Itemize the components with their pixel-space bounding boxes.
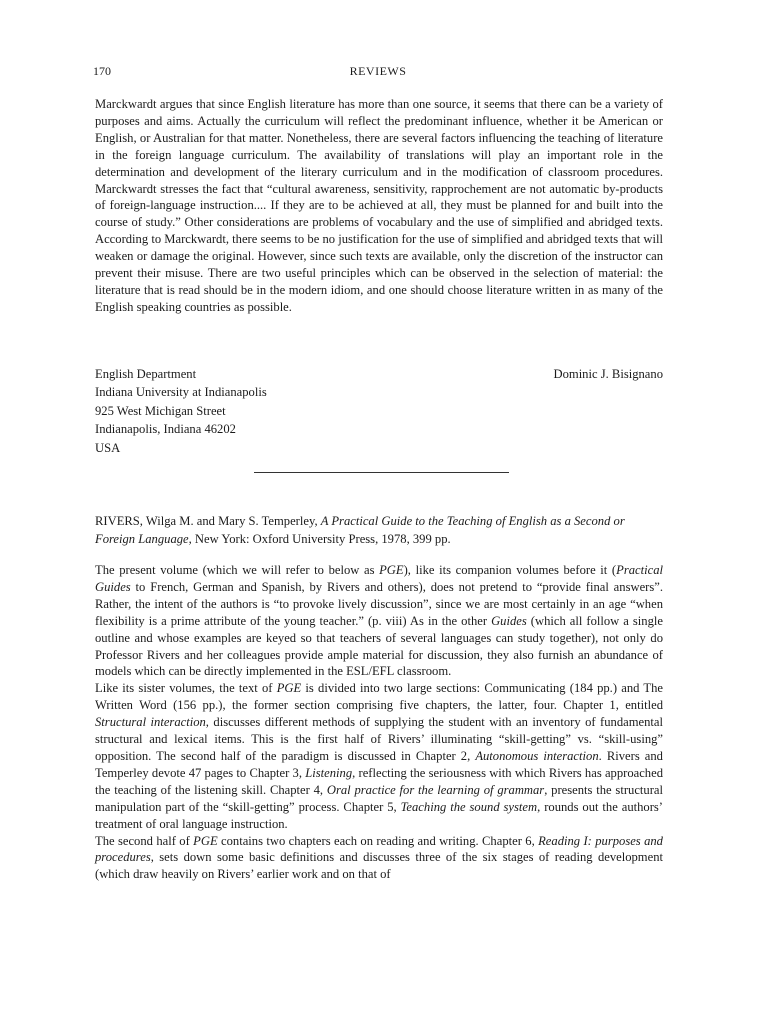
text-run: , presents the structural manipulation part of the “skill-getting” process. Chapter 5, bbox=[95, 782, 663, 814]
text-run: , rounds out the authors’ treatment of oral language instruction. bbox=[95, 799, 663, 831]
reviewer-address bbox=[95, 365, 267, 457]
text-run: The second half of bbox=[95, 833, 194, 848]
address-line: 925 West Michigan Street bbox=[95, 403, 226, 418]
section-divider bbox=[254, 472, 509, 473]
running-title: REVIEWS bbox=[349, 64, 407, 78]
text-run: contains two chapters each on reading and writing. Chapter 6, bbox=[217, 833, 539, 848]
review-paragraph bbox=[95, 833, 663, 884]
text-run: , reflecting the seriousness with which Rivers has approached the teaching of the listening skill. Chapter 4, bbox=[95, 765, 663, 797]
book-citation bbox=[95, 512, 663, 548]
italic-text: Listening bbox=[305, 765, 353, 780]
text-run: (which all follow a single outline and whose examples are keyed so that teachers of several languages can study together), not only do Professor Rivers and her colleagues provide ample material for discussion, they also furnish an abundance of models which can be directly implemented in the ESL/EFL classroom. bbox=[95, 613, 663, 679]
address-line: Indianapolis, Indiana 46202 bbox=[95, 422, 236, 437]
italic-text: Oral practice for the learning of grammar bbox=[326, 782, 545, 797]
italic-text: PGE bbox=[276, 681, 302, 696]
page-header bbox=[93, 64, 663, 82]
italic-text: PGE bbox=[379, 563, 404, 577]
text-run: . Rivers and Temperley devote 47 pages to Chapter 3, bbox=[95, 748, 663, 780]
italic-text: Reading I: purposes and procedures bbox=[95, 833, 663, 865]
text-run: is divided into two large sections: Communicating (184 pp.) and The Written Word (156 pp.), the former section comprising five chapters, the latter, four. Chapter 1, entitled bbox=[95, 681, 664, 713]
reviewer-name: Dominic J. Bisignano bbox=[553, 367, 663, 381]
review-body bbox=[95, 562, 663, 883]
text-run: to French, German and Spanish, by Rivers and others), does not pretend to “provide final answers”. Rather, the intent of the authors is “to provoke lively discussion”, since we are most certainly in an age “when flexibility is a prime attribute of the young teacher.” (p. viii) As in the other bbox=[95, 579, 663, 628]
review-closing-paragraph: Marckwardt argues that since English literature has more than one source, it seems that there can be a variety of purposes and aims. Actually the curriculum will reflect the predominant influence, whether it be American or English, or Australian for that matter. Nonetheless, there are several factors influencing the teaching of literature in the foreign language curriculum. The availability of translations will play an important role in the determination and development of the literary curriculum and in the modification of classroom procedures. Marckwardt stresses the fact that “cultural awareness, sensitivity, rapprochement are not automatic by-products of foreign-language instruction.... If they are to be achieved at all, they must be planned for and built into the course of study.” Other considerations are problems of vocabulary and the use of simplified and abridged texts. According to Marckwardt, there seems to be no justification for the use of simplified and abridged texts that will weaken or damage the original. However, since such texts are available, only the discretion of the instructor can prevent their misuse. There are two useful principles which can be observed in the selection of material: the literature that is read should be in the modern idiom, and one should choose literature written in as many of the English speaking countries as possible. bbox=[95, 97, 663, 314]
citation-authors: RIVERS, Wilga M. and Mary S. Temperley, bbox=[95, 514, 321, 528]
text-run: The present volume (which we will refer to below as bbox=[95, 563, 380, 577]
italic-text: Autonomous interaction bbox=[475, 748, 599, 763]
review-paragraph bbox=[95, 562, 663, 680]
address-line: English Department bbox=[95, 367, 197, 381]
text-run: ), like its companion volumes before it ( bbox=[403, 563, 617, 577]
italic-text: Structural interaction bbox=[95, 715, 206, 730]
page-number: 170 bbox=[93, 64, 111, 78]
review-paragraph bbox=[95, 680, 663, 832]
text-run: Like its sister volumes, the text of bbox=[95, 681, 277, 696]
italic-text: Teaching the sound system bbox=[400, 799, 538, 814]
address-line: USA bbox=[95, 440, 121, 455]
citation-title: A Practical Guide to the Teaching of English as a Second or Foreign Language, bbox=[95, 514, 625, 546]
text-run: , sets down some basic definitions and discusses three of the six stages of reading development (which draw heavily on Rivers’ earlier work and on that of bbox=[95, 850, 663, 882]
italic-text: Practical Guides bbox=[95, 563, 663, 594]
italic-text: PGE bbox=[193, 833, 218, 848]
text-run: , discusses different methods of supplying the student with an inventory of fundamental structural and lexical items. This is the first half of Rivers’ illuminating “skill-getting” vs. “skill-using” opposition. The second half of the paradigm is discussed in Chapter 2, bbox=[95, 715, 663, 763]
italic-text: Guides bbox=[491, 613, 527, 628]
address-line: Indiana University at Indianapolis bbox=[95, 385, 267, 400]
citation-publisher: New York: Oxford University Press, 1978, 399 pp. bbox=[191, 532, 451, 546]
